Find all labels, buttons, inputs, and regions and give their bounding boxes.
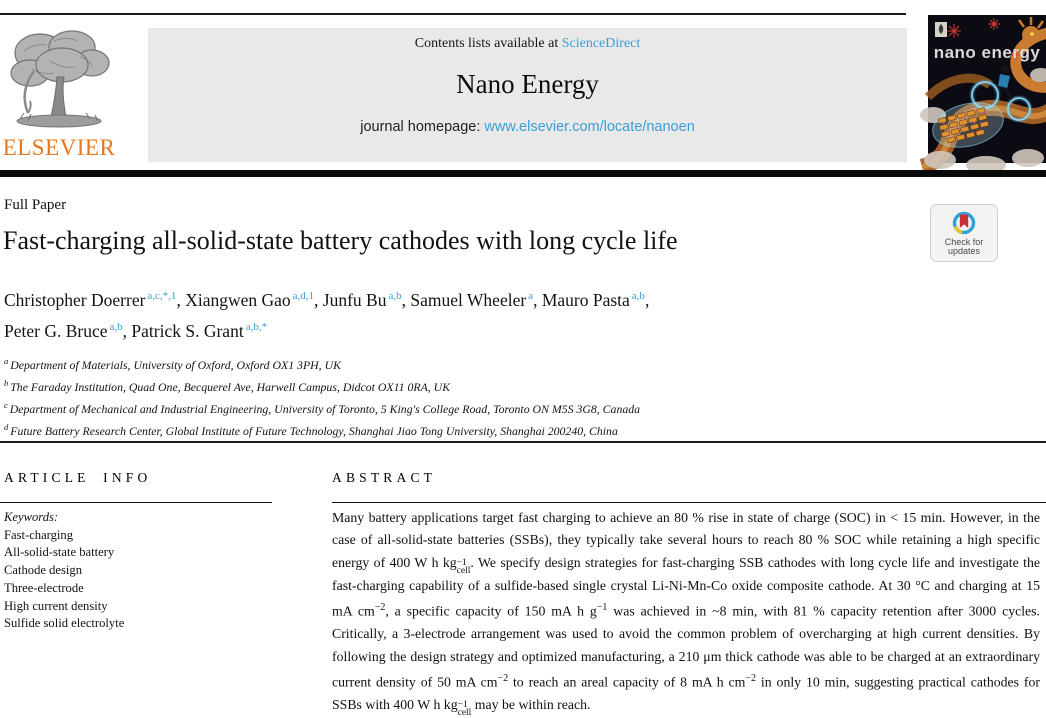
elsevier-tree-icon bbox=[2, 27, 116, 131]
section-divider-rule bbox=[0, 441, 1046, 443]
keyword: All-solid-state battery bbox=[4, 545, 115, 560]
superscript: −1 bbox=[596, 602, 608, 614]
journal-cover bbox=[928, 15, 1046, 163]
affiliation: $^b$ The Faraday Institution, Quad One, Becquerel Ave, Harwell Campus, Didcot OX11 0RA, UK bbox=[4, 378, 451, 395]
affiliation-list bbox=[4, 352, 640, 441]
author-affil-marker: a,c,*,1 bbox=[147, 290, 177, 302]
author-affil-marker: a,b bbox=[388, 290, 402, 302]
crossmark-icon bbox=[951, 210, 977, 236]
keyword-list bbox=[4, 527, 272, 633]
cover-title-text: nano energy bbox=[933, 43, 1041, 62]
author: Mauro Pasta $^{a,b}$ bbox=[541, 289, 645, 310]
abstract-heading: ABSTRACT bbox=[332, 470, 437, 485]
crossmark-label-line1: Check for bbox=[944, 236, 984, 247]
journal-name: Nano Energy bbox=[456, 69, 599, 99]
homepage-link[interactable]: www.elsevier.com/locate/nanoen bbox=[484, 119, 695, 135]
keyword: Fast-charging bbox=[4, 527, 74, 542]
crossmark-label bbox=[945, 238, 984, 257]
superscript: −2 bbox=[745, 672, 757, 684]
journal-cover-image bbox=[928, 15, 1046, 163]
superscript: −2 bbox=[497, 672, 509, 684]
affiliation-marker: a bbox=[4, 356, 9, 366]
keywords-block bbox=[4, 509, 272, 633]
abstract-rule bbox=[332, 502, 1046, 503]
article-info-heading: ARTICLE INFO bbox=[4, 470, 152, 485]
author-affil-marker: a,d,1 bbox=[292, 290, 315, 302]
homepage-prefix: journal homepage: bbox=[360, 119, 485, 135]
keywords-label: Keywords: bbox=[4, 510, 59, 524]
author-list: Christopher Doerrer $^{a,c,*,1}$, Xiangwen Gao $^{a,d,1}$, Junfu Bu $^{a,b}$, Samuel Wheeler $^a$, Mauro Pasta $^{a,b}$, Peter G. Bruce $^{a,b}$, Patrick S. Grant $^{a,b,*}$ bbox=[4, 289, 650, 342]
abstract-text: Many battery applications target fast charging to achieve an 80 % rise in state of charge (SOC) in < 15 min. However, in the case of all-solid-state batteries (SSBs), they typically take several hours to reach 80 % SOC while retaining a high specific energy of 400 W h kg −1 cell . We specify design strategies for fast-charging SSB cathodes with long cycle life and investigate the fast-charging capability of a sulfide-based single crystal Li-Ni-Mn-Co oxide composite cathode. At 30 °C and charging at 15 mA $cm^{-2}$, a specific capacity of 150 mA h $g^{-1}$ was achieved in ~8 min, with 81 % capacity retention after 3000 cycles. Critically, a 3-electrode arrangement was used to avoid the common problem of overcharging at high current densities. By following the design strategy and optimized manufacturing, a 210 μm thick cathode was able to be charged at an extraordinary current density of 50 mA $cm^{-2}$ to reach an areal capacity of 8 mA h $cm^{-2}$ in only 10 min, suggesting practical cathodes for SSBs with 400 W h kg −1 cell may be within reach. bbox=[332, 510, 1040, 718]
author-affil-marker: a bbox=[528, 290, 534, 302]
journal-banner bbox=[148, 28, 907, 162]
author: Christopher Doerrer $^{a,c,*,1}$ bbox=[4, 289, 177, 310]
author-affil-marker: a,b bbox=[109, 321, 123, 334]
affiliation-marker: d bbox=[4, 422, 9, 433]
author: Patrick S. Grant $^{a,b,*}$ bbox=[131, 321, 268, 342]
keyword: High current density bbox=[4, 598, 108, 613]
author: Samuel Wheeler $^a$ bbox=[410, 289, 534, 310]
contents-prefix: Contents lists available at bbox=[414, 36, 562, 51]
affiliation-marker: c bbox=[4, 400, 8, 411]
article-type-label: Full Paper bbox=[4, 197, 67, 213]
contents-line bbox=[148, 28, 907, 52]
keyword: Cathode design bbox=[4, 563, 82, 578]
crossmark-label-line2: updates bbox=[947, 246, 980, 256]
author-affil-marker: a,b bbox=[631, 290, 645, 302]
sup-sub-unit: −1 cell bbox=[457, 700, 472, 718]
affiliation: $^d$ Future Battery Research Center, Global Institute of Future Technology, Shanghai Jiao Tong University, Shanghai 200240, China bbox=[4, 422, 618, 439]
author: Peter G. Bruce $^{a,b}$ bbox=[4, 321, 123, 342]
elsevier-wordmark: ELSEVIER bbox=[2, 135, 116, 160]
superscript: −2 bbox=[374, 602, 386, 614]
header-divider-bar bbox=[0, 170, 1046, 177]
sciencedirect-link[interactable]: ScienceDirect bbox=[561, 36, 641, 51]
elsevier-logo bbox=[2, 27, 116, 167]
sup-sub-unit: −1 cell bbox=[456, 558, 471, 576]
article-info-rule bbox=[0, 502, 272, 503]
affiliation: $^a$ Department of Materials, University of Oxford, Oxford OX1 3PH, UK bbox=[4, 356, 341, 372]
homepage-line bbox=[148, 119, 907, 135]
author-affil-marker: a,b,* bbox=[245, 321, 268, 334]
affiliation-marker: b bbox=[4, 378, 9, 389]
affiliation: $^c$ Department of Mechanical and Industrial Engineering, University of Toronto, 5 King's College Road, Toronto ON M5S 3G8, Canada bbox=[4, 400, 641, 417]
crossmark-badge[interactable] bbox=[930, 204, 998, 262]
top-rule bbox=[0, 13, 906, 15]
keyword: Sulfide solid electrolyte bbox=[4, 616, 125, 631]
keyword: Three-electrode bbox=[4, 580, 84, 595]
article-title: Fast-charging all-solid-state battery cathodes with long cycle life bbox=[3, 226, 678, 255]
author: Junfu Bu $^{a,b}$ bbox=[322, 289, 402, 310]
author: Xiangwen Gao $^{a,d,1}$ bbox=[185, 289, 315, 310]
